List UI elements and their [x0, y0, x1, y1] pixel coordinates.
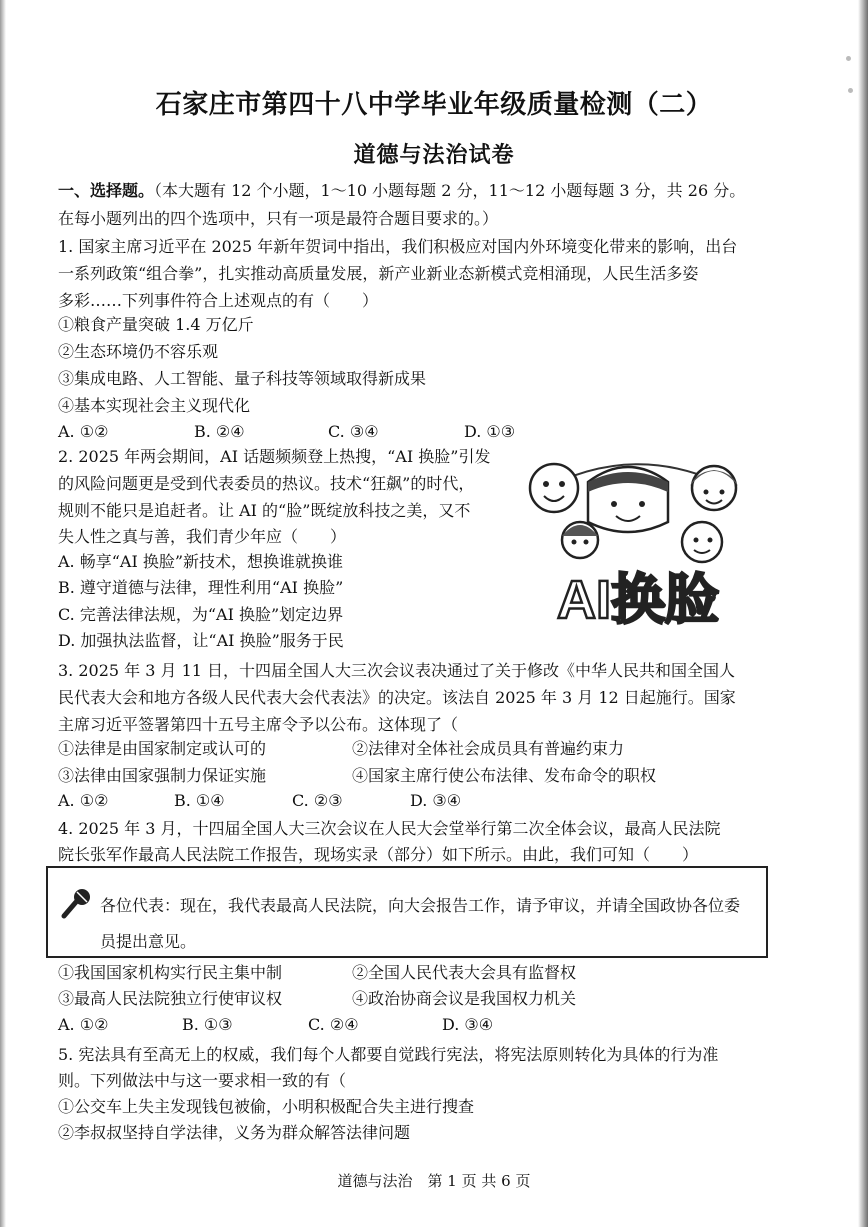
q4-stem-line1: 4. 2025 年 3 月，十四届全国人大三次会议在人民大会堂举行第二次全体会议，最高人民法院	[58, 819, 721, 838]
q2-stem-line2: 的风险问题更是受到代表委员的热议。技术“狂飙”的时代，	[58, 474, 475, 493]
exam-subtitle: 道德与法治试卷	[353, 142, 515, 168]
q2-stem-line1: 2. 2025 年两会期间，AI 话题频频登上热搜，“AI 换脸”引发	[58, 447, 491, 466]
cartoon-face-bottom-right	[682, 522, 722, 562]
q4-option-a: A. ①②	[58, 1015, 109, 1034]
q3-statement-3: ③法律由国家强制力保证实施	[58, 766, 267, 785]
q2-stem-line3: 规则不能只是追赶者。让 AI 的“脸”既绽放科技之美，又不	[58, 501, 471, 520]
q3-stem-line2: 民代表大会和地方各级人民代表大会代表法》的决定。该法自 2025 年 3 月 12 日起施行。国家	[58, 688, 736, 707]
scan-edge-right	[858, 0, 868, 1227]
q3-statement-2: ②法律对全体社会成员具有普遍约束力	[352, 739, 625, 758]
speech-quote-box	[46, 866, 768, 958]
q4-option-b: B. ①③	[182, 1015, 233, 1034]
q3-option-d: D. ③④	[410, 791, 462, 810]
q2-option-a: A. 畅享“AI 换脸”新技术，想换谁就换谁	[58, 552, 344, 571]
q1-statement-1: ①粮食产量突破 1.4 万亿斤	[58, 315, 254, 334]
q5-statement-1: ①公交车上失主发现钱包被偷，小明积极配合失主进行搜查	[58, 1097, 475, 1116]
ai-face-swap-label: AI换脸	[557, 570, 719, 630]
q3-option-c: C. ②③	[292, 791, 343, 810]
q2-option-d: D. 加强执法监督，让“AI 换脸”服务于民	[58, 631, 344, 650]
page-footer: 道德与法治 第 1 页 共 6 页	[337, 1172, 531, 1190]
q4-option-c: C. ②④	[308, 1015, 359, 1034]
q5-stem-line2: 则。下列做法中与这一要求相一致的有（	[58, 1071, 347, 1090]
q1-statement-3: ③集成电路、人工智能、量子科技等领域取得新成果	[58, 369, 427, 388]
q5-statement-2: ②李叔叔坚持自学法律，义务为群众解答法律问题	[58, 1123, 411, 1142]
q1-option-c: C. ③④	[328, 422, 379, 441]
exam-title: 石家庄市第四十八中学毕业年级质量检测（二）	[155, 90, 713, 120]
q3-statement-1: ①法律是由国家制定或认可的	[58, 739, 267, 758]
q1-option-b: B. ②④	[194, 422, 245, 441]
q2-option-b: B. 遵守道德与法律，理性利用“AI 换脸”	[58, 578, 344, 597]
q1-statement-4: ④基本实现社会主义现代化	[58, 396, 251, 415]
q2-stem-line4: 失人性之真与善，我们青少年应（ ）	[58, 527, 347, 546]
cartoon-face-left	[530, 464, 578, 512]
section-instructions	[58, 180, 745, 202]
q3-stem-line3: 主席习近平签署第四十五号主席令予以公布。这体现了（	[58, 715, 459, 734]
q4-statement-4: ④政治协商会议是我国权力机关	[352, 989, 577, 1008]
q1-option-d: D. ①③	[464, 422, 516, 441]
q1-stem-line3: 多彩……下列事件符合上述观点的有（ ）	[58, 291, 379, 310]
q3-option-a: A. ①②	[58, 791, 109, 810]
q4-statement-3: ③最高人民法院独立行使审议权	[58, 989, 283, 1008]
cartoon-face-bottom-left	[562, 522, 598, 558]
q1-option-a: A. ①②	[58, 422, 109, 441]
q5-stem-line1: 5. 宪法具有至高无上的权威，我们每个人都要自觉践行宪法，将宪法原则转化为具体的行为准	[58, 1045, 719, 1064]
section-heading: 一、选择题。	[58, 181, 155, 200]
section-instr-line1: （本大题有 12 个小题，1～10 小题每题 2 分，11～12 小题每题 3 分，共 26 分。	[154, 181, 746, 200]
q3-stem-line1: 3. 2025 年 3 月 11 日，十四届全国人大三次会议表决通过了关于修改《中华人民共和国全国人	[58, 661, 736, 680]
scan-edge-left	[0, 0, 6, 1227]
q3-option-b: B. ①④	[174, 791, 225, 810]
q2-option-c: C. 完善法律法规，为“AI 换脸”划定边界	[58, 605, 344, 624]
q3-statement-4: ④国家主席行使公布法律、发布命令的职权	[352, 766, 657, 785]
q1-stem-line1: 1. 国家主席习近平在 2025 年新年贺词中指出，我们积极应对国内外环境变化带来的影响，出台	[58, 237, 738, 256]
speech-quote-text: 各位代表：现在，我代表最高人民法院，向大会报告工作，请予审议，并请全国政协各位委员提出意见。	[100, 896, 741, 951]
scan-speck	[846, 56, 851, 61]
q4-statement-2: ②全国人民代表大会具有监督权	[352, 963, 577, 982]
microphone-icon	[60, 886, 94, 920]
section-instr-line2: 在每小题列出的四个选项中，只有一项是最符合题目要求的。）	[58, 209, 499, 228]
cartoon-boy-center	[588, 467, 668, 532]
q1-stem-line2: 一系列政策“组合拳”，扎实推动高质量发展，新产业新业态新模式竞相涌现，人民生活多姿	[58, 264, 699, 283]
q4-option-d: D. ③④	[442, 1015, 494, 1034]
q1-statement-2: ②生态环境仍不容乐观	[58, 342, 219, 361]
q4-stem-line2: 院长张军作最高人民法院工作报告，现场实录（部分）如下所示。由此，我们可知（ ）	[58, 845, 699, 864]
ai-face-swap-illustration	[518, 452, 758, 632]
cartoon-girl-right	[690, 466, 738, 510]
q4-statement-1: ①我国国家机构实行民主集中制	[58, 963, 283, 982]
